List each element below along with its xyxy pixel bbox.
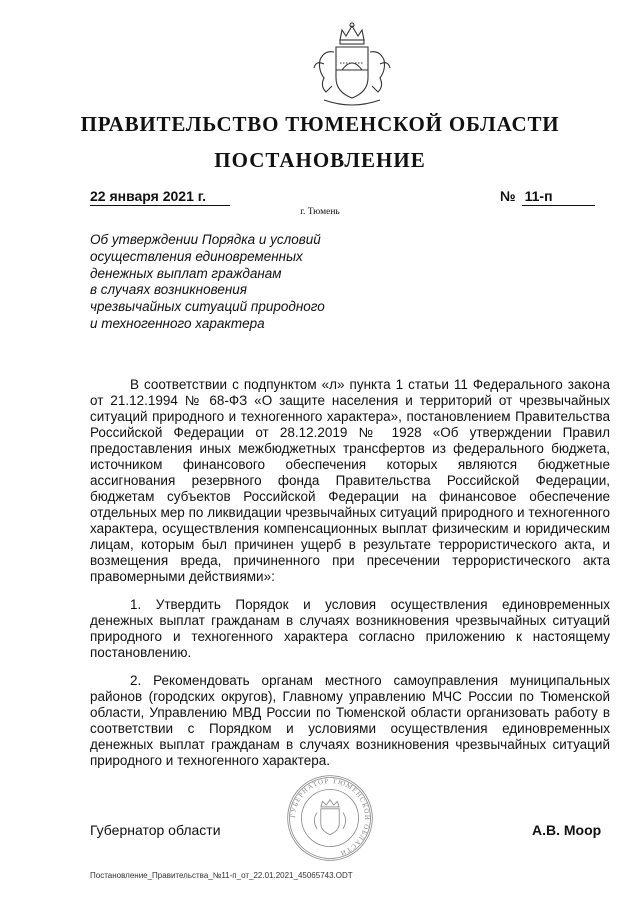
signatory-name: А.В. Моор xyxy=(532,822,602,838)
signatory-title: Губернатор области xyxy=(90,822,221,838)
document-subject xyxy=(90,232,390,333)
body-paragraph-item-1: 1. Утвердить Порядок и условия осуществления единовременных денежных выплат гражданам в случаях возникновения чрезвычайных ситуаций природного и техногенного характера согласно приложению к настоящему постановлению. xyxy=(90,597,610,660)
subject-line: денежных выплат гражданам xyxy=(90,265,282,281)
document-type: ПОСТАНОВЛЕНИЕ xyxy=(214,148,426,172)
official-seal-icon xyxy=(284,772,376,864)
subject-line: в случаях возникновения xyxy=(90,282,248,298)
city-name: г. Тюмень xyxy=(300,207,340,217)
subject-line: Об утверждении Порядка и условий xyxy=(90,232,321,247)
document-number xyxy=(500,188,595,206)
subject-line: осуществления единовременных xyxy=(90,248,303,264)
body-paragraph-preamble: В соответствии с подпунктом «л» пункта 1 статьи 11 Федерального закона от 21.12.1994 № 68-ФЗ «О защите населения и территорий от чрезвычайных ситуаций природного и техногенного характера», постановлением Правительства Российской Федерации от 28.12.2019 № 1928 «Об утверждении Правил предоставления иных межбюджетных трансфертов из федерального бюджета, источником финансового обеспечения которых являются бюджетные ассигнования резервного фонда Правительства Российской Федерации, бюджетам субъектов Российской Федерации на финансовое обеспечение отдельных мер по ликвидации чрезвычайных ситуаций природного и техногенного характера, осуществления компенсационных выплат физическим и юридическим лицам, которым был причинен ущерб в результате террористического акта, и возмещения вреда, причиненного при пресечении террористического акта правомерными действиями»: xyxy=(90,377,610,584)
document-body xyxy=(90,377,610,769)
body-paragraph-item-2: 2. Рекомендовать органам местного самоуправления муниципальных районов (городских округов), Главному управлению МЧС России по Тюменской области, Управлению МВД России по Тюменской области организовать работу в соответствии с Порядком и условиями осуществления единовременных денежных выплат гражданам в случаях возникновения чрезвычайных ситуаций природного и техногенного характера. xyxy=(90,673,610,768)
organization-title: ПРАВИТЕЛЬСТВО ТЮМЕНСКОЙ ОБЛАСТИ xyxy=(80,112,560,136)
subject-line: и техногенного характера xyxy=(90,315,265,331)
seal-text: ГУБЕРНАТОР ТЮМЕНСКОЙ ОБЛАСТИ xyxy=(289,777,370,857)
document-date: 22 января 2021 г. xyxy=(90,188,230,206)
subject-line: чрезвычайных ситуаций природного xyxy=(90,299,325,315)
number-value: 11-п xyxy=(522,188,595,206)
footer-filename: Постановление_Правительства_№11-п_от_22.01.2021_45065743.ODT xyxy=(90,871,353,880)
number-label: № xyxy=(500,188,516,204)
coat-of-arms-icon xyxy=(302,20,402,120)
